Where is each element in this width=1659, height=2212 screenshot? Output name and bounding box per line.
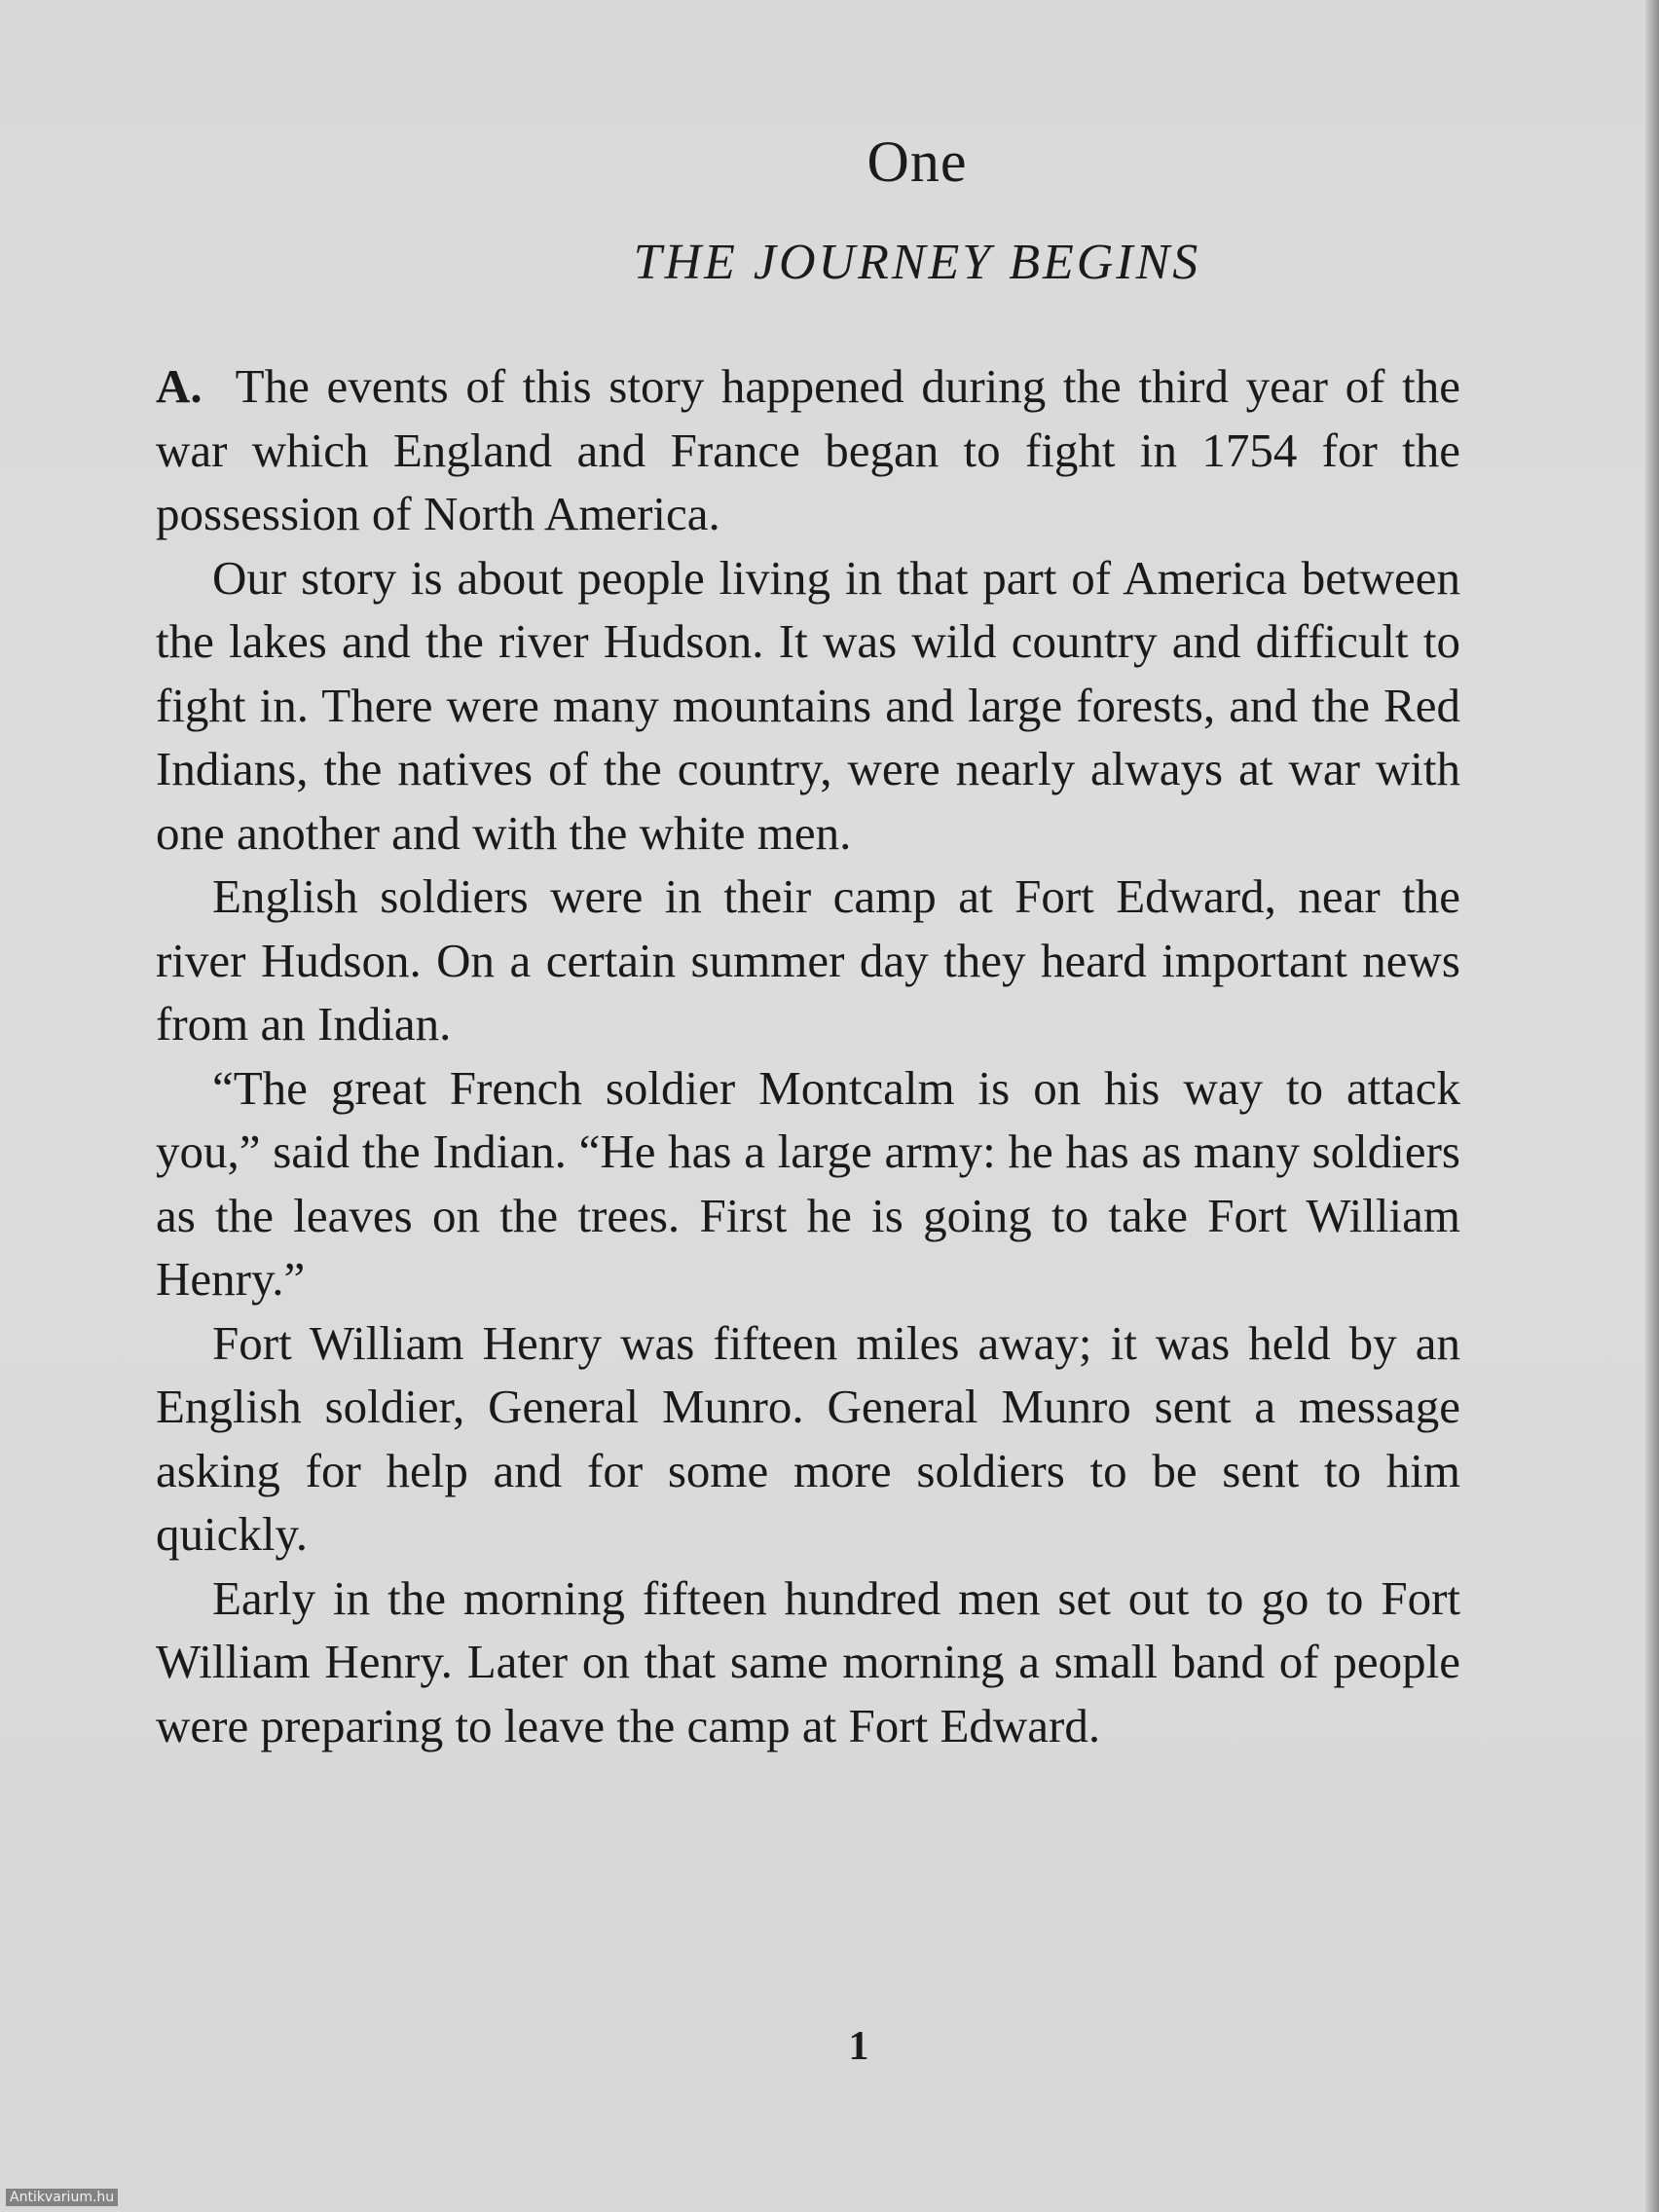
paragraph-4: “The great French soldier Montcalm is on his way to attack you,” said the Indian. “He has a large army: he has as many soldiers as the leaves on the trees. First he is going to take Fort William Henry.” (156, 1060, 1460, 1306)
paragraph-2: Our story is about people living in that part of America between the lakes and the river Hudson. It was wild country and difficult to fight in. There were many mountains and large forests, and the Red Indians, the natives of the country, were nearly always at war with one another and with the white men. (156, 550, 1460, 860)
paragraph-3: English soldiers were in their camp at Fort Edward, near the river Hudson. On a certain summer day they heard important news from an Indian. (156, 869, 1460, 1051)
paragraph-1-text: The events of this story happened during the third year of the war which England and France began to fight in 1754 for the possession of North America. (156, 359, 1460, 540)
chapter-title: THE JOURNEY BEGINS (633, 235, 1201, 290)
paragraph-6: Early in the morning fifteen hundred men set out to go to Fort William Henry. Later on that same morning a small band of people were preparing to leave the camp at Fort Edward. (156, 1570, 1460, 1752)
watermark-text: Antikvarium.hu (6, 2189, 118, 2206)
paragraph-5: Fort William Henry was fifteen miles away; it was held by an English soldier, General Munro. General Munro sent a message asking for help and for some more soldiers to be sent to him quickly. (156, 1315, 1460, 1561)
page-number: 1 (848, 2024, 869, 2069)
section-marker: A. (156, 359, 203, 413)
paragraph-1 (156, 354, 1460, 546)
page-edge-shadow (1645, 0, 1659, 2212)
chapter-body (156, 354, 1460, 1757)
chapter-number: One (866, 129, 968, 194)
